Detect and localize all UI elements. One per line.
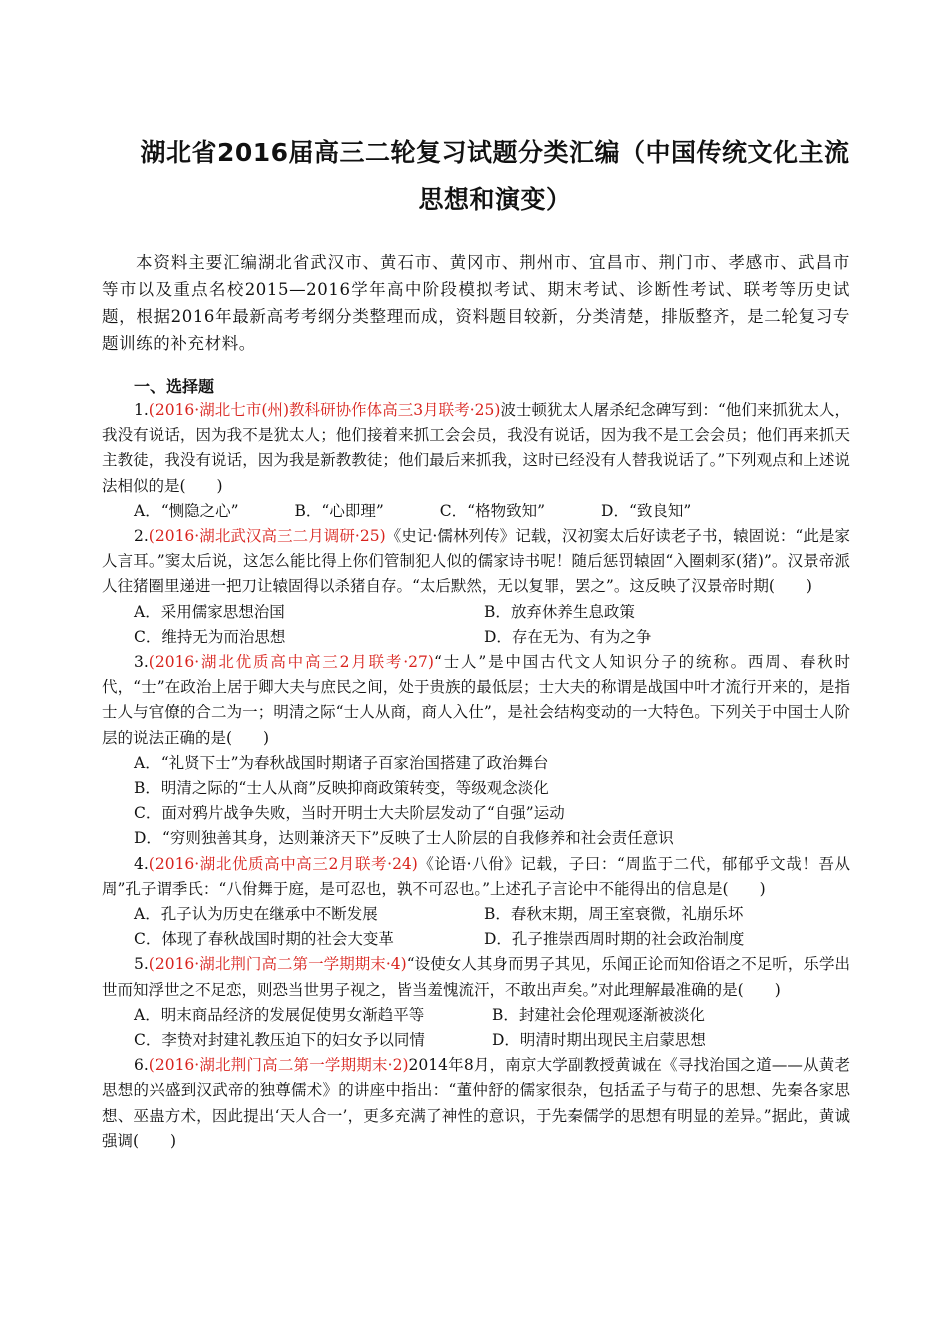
question-text: “设使女人其身而男子其见，乐闻正论而知俗语之不足听，乐学出世而知浮世之不足恋，则恐当世男子视之，皆当羞愧流汗，不敢出声矣。”对此理解最准确的是( ) bbox=[102, 955, 850, 999]
option-c: C．面对鸦片战争失败，当时开明士大夫阶层发动了“自强”运动 bbox=[134, 804, 565, 823]
question-number: 6. bbox=[134, 1056, 149, 1075]
question-number: 2. bbox=[134, 527, 149, 546]
question-source: (2016·湖北七市(州)教科研协作体高三3月联考·25) bbox=[148, 401, 501, 419]
question-2-options bbox=[102, 600, 850, 650]
option-c: C．李贽对封建礼教压迫下的妇女予以同情 bbox=[134, 1031, 425, 1050]
question-4-options bbox=[102, 902, 850, 952]
question-5 bbox=[102, 952, 850, 1002]
question-3 bbox=[102, 650, 850, 751]
option-d: D．明清时期出现民主启蒙思想 bbox=[492, 1031, 706, 1050]
option-d: D．“致良知” bbox=[601, 501, 692, 520]
question-number: 5. bbox=[134, 955, 149, 974]
option-d: D．孔子推崇西周时期的社会政治制度 bbox=[484, 930, 745, 949]
option-a: A．孔子认为历史在继承中不断发展 bbox=[134, 905, 378, 924]
question-1-options bbox=[102, 499, 850, 524]
document-title-line2: 思想和演变） bbox=[418, 185, 572, 214]
section-heading: 一、选择题 bbox=[134, 377, 215, 396]
question-number: 3. bbox=[134, 653, 149, 672]
intro-paragraph: 本资料主要汇编湖北省武汉市、黄石市、黄冈市、荆州市、宜昌市、荆门市、孝感市、武昌市等市以及重点名校2015—2016学年高中阶段模拟考试、期末考试、诊断性考试、联考等历史试题，根据2016年最新高考考纲分类整理而成，资料题目较新，分类清楚，排版整齐，是二轮复习专题训练的补充材料。 bbox=[102, 253, 850, 353]
question-text: 《论语·八佾》记载，子曰：“周监于二代，郁郁乎文哉！吾从周”孔子谓季氏：“八佾舞于庭，是可忍也，孰不可忍也。”上述孔子言论中不能得出的信息是( ) bbox=[102, 854, 850, 898]
question-source: (2016·湖北荆门高二第一学期期末·4) bbox=[148, 955, 407, 974]
question-5-options bbox=[102, 1003, 850, 1053]
option-b: B．放弃休养生息政策 bbox=[484, 602, 635, 621]
document-title-line1: 湖北省2016届高三二轮复习试题分类汇编（中国传统文化主流 bbox=[140, 138, 850, 167]
option-c: C．体现了春秋战国时期的社会大变革 bbox=[134, 930, 394, 949]
option-b: B．春秋末期，周王室衰微，礼崩乐坏 bbox=[484, 905, 744, 924]
question-1 bbox=[102, 398, 850, 499]
question-number: 1. bbox=[134, 401, 149, 419]
option-b: B．“心即理” bbox=[294, 501, 384, 520]
question-text: 《史记·儒林列传》记载，汉初窦太后好读老子书，辕固说：“此是家人言耳。”窦太后说，这怎么能比得上你们管制犯人似的儒家诗书呢！随后惩罚辕固“入圈刺豕(猪)”。汉景帝派人往猪圈里递进一把刀让辕固得以杀猪自存。“太后默然，无以复罪，罢之”。这反映了汉景帝时期( ) bbox=[102, 527, 851, 596]
option-a: A．“恻隐之心” bbox=[134, 501, 239, 520]
option-a: A．明末商品经济的发展促使男女渐趋平等 bbox=[134, 1005, 425, 1024]
option-b: B．封建社会伦理观逐渐被淡化 bbox=[492, 1005, 705, 1024]
option-b: B．明清之际的“士人从商”反映抑商政策转变，等级观念淡化 bbox=[134, 779, 549, 798]
option-c: C．“格物致知” bbox=[439, 501, 546, 520]
question-source: (2016·湖北荆门高二第一学期期末·2) bbox=[148, 1056, 409, 1075]
question-6 bbox=[102, 1053, 850, 1154]
option-a: A．“礼贤下士”为春秋战国时期诸子百家治国搭建了政治舞台 bbox=[134, 753, 549, 772]
question-source: (2016·湖北武汉高三二月调研·25) bbox=[148, 527, 386, 546]
question-text: “士人”是中国古代文人知识分子的统称。西周、春秋时代，“士”在政治上居于卿大夫与庶民之间，处于贵族的最低层；士大夫的称谓是战国中叶才流行开来的，是指士人与官僚的合二为一；明清之际“士人从商，商人入仕”，是社会结构变动的一大特色。下列关于中国士人阶层的说法正确的是( ) bbox=[102, 653, 850, 747]
question-4 bbox=[102, 852, 850, 902]
option-d: D．“穷则独善其身，达则兼济天下”反映了士人阶层的自我修养和社会责任意识 bbox=[134, 829, 674, 848]
question-list bbox=[102, 398, 850, 1154]
option-c: C．维持无为而治思想 bbox=[134, 627, 286, 646]
question-source: (2016·湖北优质高中高三2月联考·27) bbox=[148, 653, 434, 672]
question-text: 2014年8月，南京大学副教授黄诚在《寻找治国之道——从黄老思想的兴盛到汉武帝的独尊儒术》的讲座中指出：“董仲舒的儒家很杂，包括孟子与荀子的思想、先秦各家思想、巫蛊方术，因此提出‘天人合一’，更多充满了神性的意识，于先秦儒学的思想有明显的差异。”据此，黄诚强调( ) bbox=[102, 1056, 850, 1150]
question-number: 4. bbox=[134, 854, 149, 873]
question-2 bbox=[102, 524, 850, 600]
option-a: A．采用儒家思想治国 bbox=[134, 602, 285, 621]
question-text: 波士顿犹太人屠杀纪念碑写到：“他们来抓犹太人，我没有说话，因为我不是犹太人；他们接着来抓工会会员，我没有说话，因为我不是工会会员；他们再来抓天主教徒，我没有说话，因为我是新教教徒；他们最后来抓我，这时已经没有人替我说话了。”下列观点和上述说法相似的是( ) bbox=[102, 401, 850, 495]
option-d: D．存在无为、有为之争 bbox=[484, 627, 652, 646]
question-3-options bbox=[102, 751, 850, 852]
question-source: (2016·湖北优质高中高三2月联考·24) bbox=[148, 854, 418, 873]
